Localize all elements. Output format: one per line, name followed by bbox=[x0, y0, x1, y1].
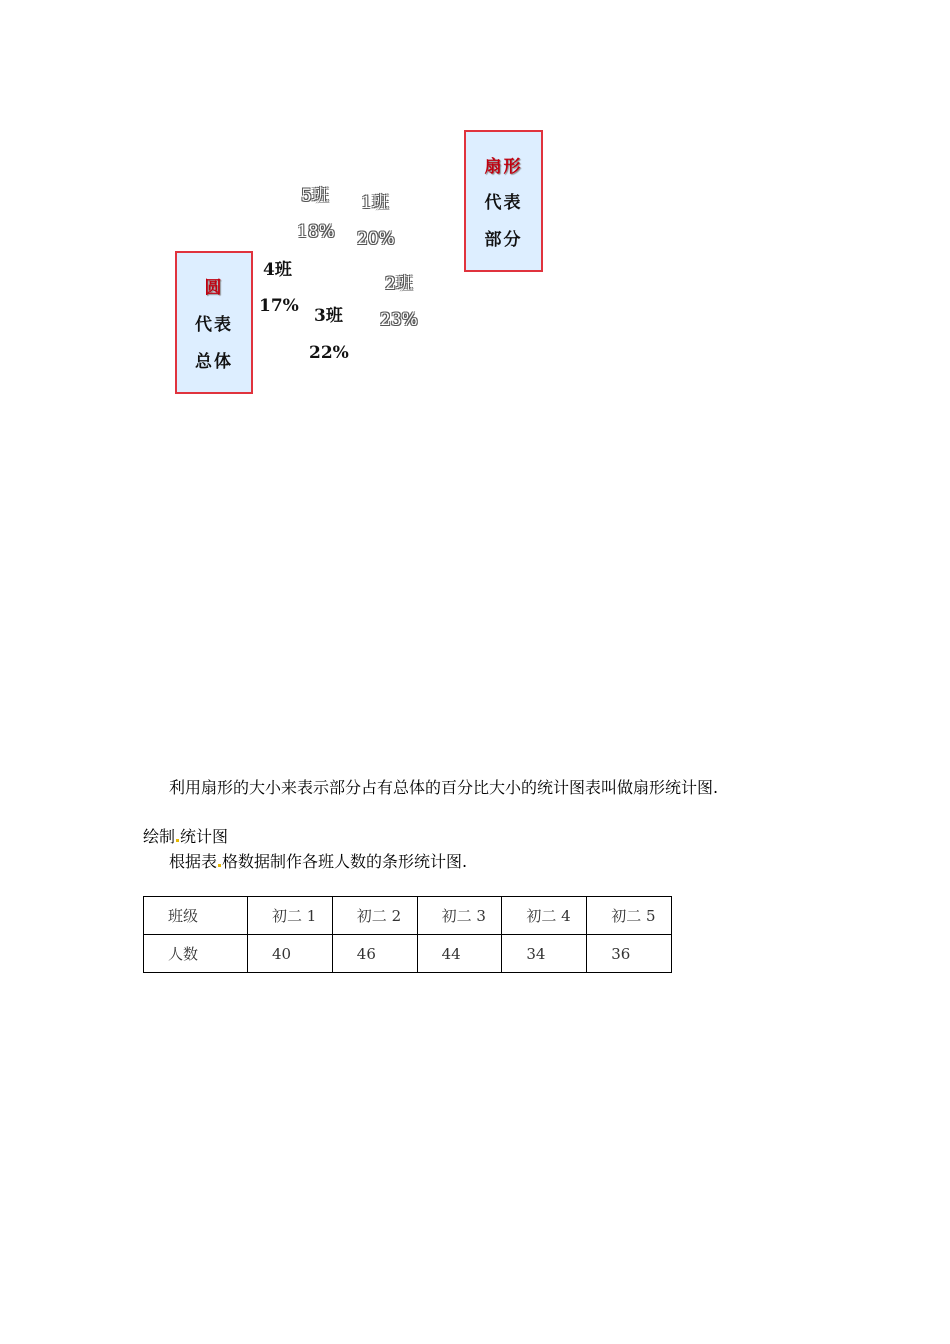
pie-label-name: 4班 bbox=[263, 260, 292, 280]
task-part: 格数据制作各班人数的条形统计图. bbox=[222, 852, 468, 871]
pie-label-value: 18% bbox=[297, 222, 335, 242]
definition-paragraph: 利用扇形的大小来表示部分占有总体的百分比大小的统计图表叫做扇形统计图. bbox=[169, 778, 719, 797]
heading-part: 绘制 bbox=[143, 827, 176, 846]
table-cell: 初二 3 bbox=[417, 897, 502, 935]
pie-label-name: 2班 bbox=[385, 274, 413, 294]
task-paragraph bbox=[169, 849, 467, 872]
pie-label-value: 17% bbox=[259, 296, 299, 316]
pie-label-value: 20% bbox=[357, 229, 395, 249]
table-cell: 初二 2 bbox=[332, 897, 417, 935]
pie-label-name: 3班 bbox=[314, 306, 343, 326]
table-cell: 44 bbox=[417, 935, 502, 973]
table-row bbox=[144, 897, 672, 935]
table-cell: 初二 4 bbox=[502, 897, 587, 935]
callout-line: 代表 bbox=[484, 193, 523, 214]
callout-key: 圆 bbox=[204, 278, 224, 298]
callout-line: 总体 bbox=[195, 352, 233, 372]
table-cell: 36 bbox=[587, 935, 672, 973]
highlight-mark bbox=[218, 864, 221, 867]
class-count-table bbox=[143, 896, 672, 973]
highlight-mark bbox=[176, 839, 179, 842]
callout-sector-part bbox=[464, 130, 543, 272]
table-cell: 初二 1 bbox=[248, 897, 333, 935]
callout-line: 部分 bbox=[484, 230, 523, 251]
callout-line: 代表 bbox=[195, 315, 233, 335]
heading-part: 统计图 bbox=[180, 827, 229, 846]
pie-label-value: 23% bbox=[380, 310, 418, 330]
callout-key: 扇形 bbox=[484, 156, 523, 177]
table-row bbox=[144, 935, 672, 973]
pie-label-name: 5班 bbox=[301, 186, 329, 206]
task-part: 根据表 bbox=[169, 852, 218, 871]
pie-label-name: 1班 bbox=[361, 193, 389, 213]
table-cell: 初二 5 bbox=[587, 897, 672, 935]
pie-label-value: 22% bbox=[309, 343, 349, 363]
table-cell: 班级 bbox=[144, 897, 248, 935]
table-cell: 34 bbox=[502, 935, 587, 973]
table-cell: 46 bbox=[332, 935, 417, 973]
section-heading bbox=[143, 824, 228, 847]
callout-circle-whole bbox=[175, 251, 253, 394]
table-cell: 40 bbox=[248, 935, 333, 973]
table-cell: 人数 bbox=[144, 935, 248, 973]
